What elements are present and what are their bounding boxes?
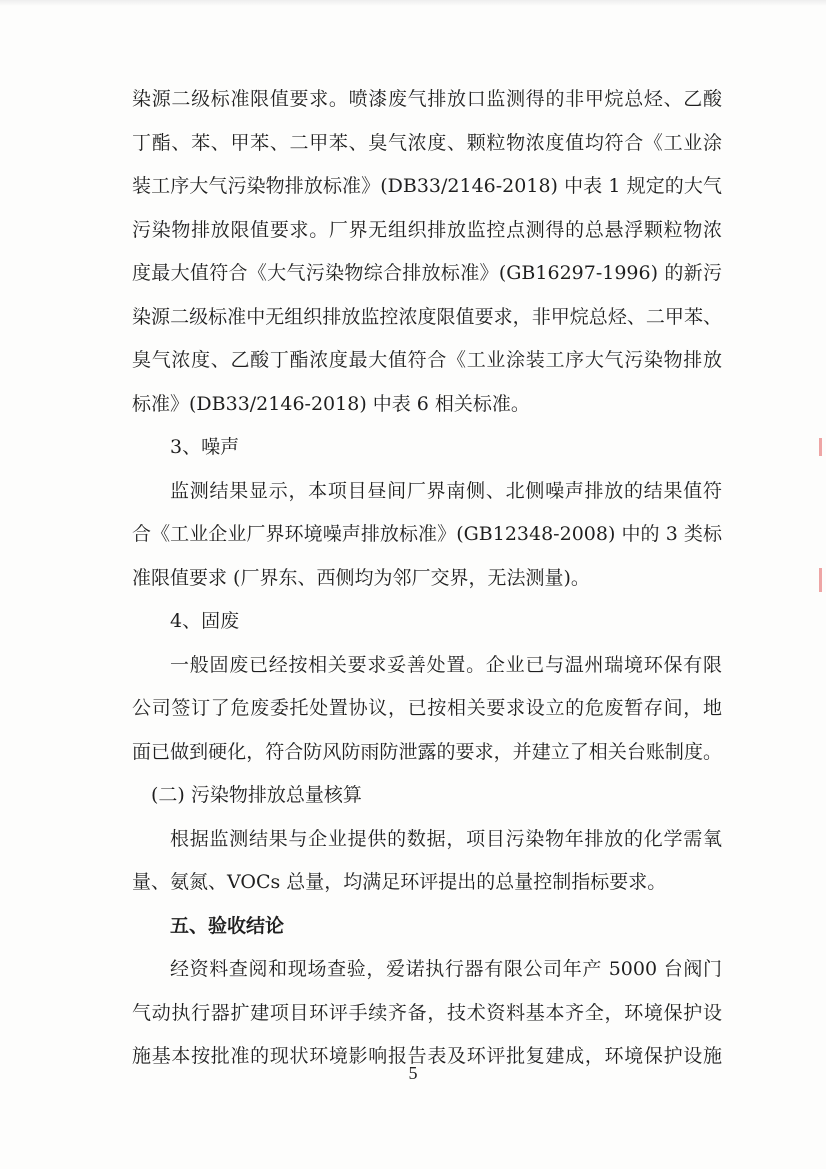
section-heading-emission-total: (二) 污染物排放总量核算 [151,784,362,806]
body-line: 气动执行器扩建项目环评手续齐备，技术资料基本齐全，环境保护设 [132,1001,722,1024]
body-line: 经资料查阅和现场查验，爱诺执行器有限公司年产 5000 台阀门 [170,958,722,980]
body-line: 标准》(DB33/2146-2018) 中表 6 相关标准。 [132,392,530,415]
section-heading-noise: 3、噪声 [170,436,240,458]
scan-edge-mark [819,438,822,456]
scan-edge-mark [819,568,822,592]
body-line: 量、氨氮、VOCs 总量，均满足环评提出的总量控制指标要求。 [132,871,667,893]
body-line: 准限值要求 (厂界东、西侧均为邻厂交界，无法测量)。 [132,566,590,589]
body-line: 臭气浓度、乙酸丁酯浓度最大值符合《工业涂装工序大气污染物排放 [132,349,722,371]
body-line: 丁酯、苯、甲苯、二甲苯、臭气浓度、颗粒物浓度值均符合《工业涂 [132,131,722,154]
document-body [132,78,722,1079]
section-heading-solid-waste: 4、固废 [170,610,240,632]
body-line: 一般固废已经按相关要求妥善处置。企业已与温州瑞境环保有限 [170,653,722,676]
body-line: 施基本按批准的现状环境影响报告表及环评批复建成，环境保护设施 [132,1045,722,1067]
body-line: 装工序大气污染物排放标准》(DB33/2146-2018) 中表 1 规定的大气 [132,175,722,197]
section-heading-conclusion: 五、验收结论 [170,914,285,937]
page-number: 5 [408,1063,418,1083]
body-line: 合《工业企业厂界环境噪声排放标准》(GB12348-2008) 中的 3 类标 [132,523,722,545]
body-line: 度最大值符合《大气污染物综合排放标准》(GB16297-1996) 的新污 [132,262,722,284]
body-line: 染源二级标准限值要求。喷漆废气排放口监测得的非甲烷总烃、乙酸 [132,88,722,110]
body-line: 染源二级标准中无组织排放监控浓度限值要求，非甲烷总烃、二甲苯、 [132,305,722,328]
body-line: 监测结果显示，本项目昼间厂界南侧、北侧噪声排放的结果值符 [170,479,722,502]
body-line: 根据监测结果与企业提供的数据，项目污染物年排放的化学需氧 [170,827,722,850]
body-line: 污染物排放限值要求。厂界无组织排放监控点测得的总悬浮颗粒物浓 [132,218,722,241]
body-line: 公司签订了危废委托处置协议，已按相关要求设立的危废暂存间，地 [132,697,722,719]
scan-edge-shadow [0,0,826,6]
body-line: 面已做到硬化，符合防风防雨防泄露的要求，并建立了相关台账制度。 [132,740,722,763]
